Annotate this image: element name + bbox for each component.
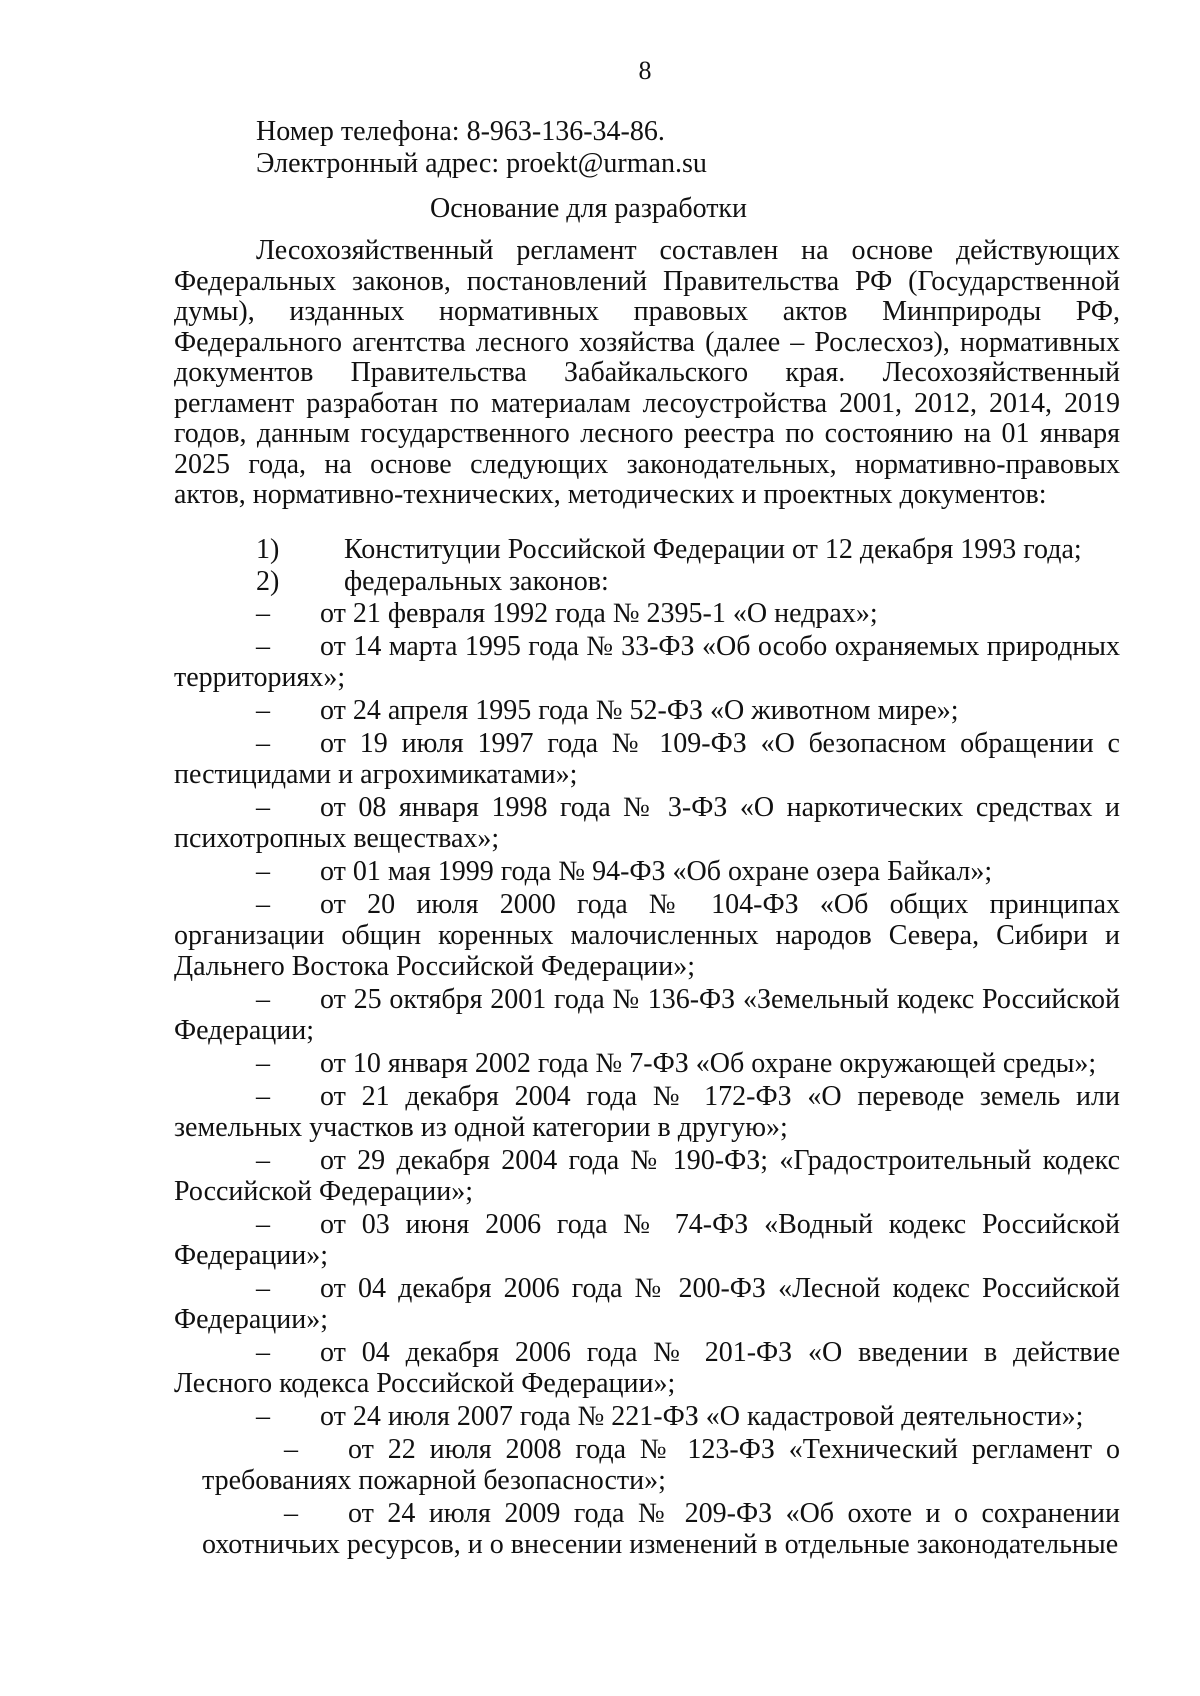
list-dash: – xyxy=(256,1145,270,1176)
intro-paragraph: Лесохозяйственный регламент составлен на основе действующих Федеральных законов, постановлений Правительства РФ (Государственной думы), изданных нормативных правовых актов Минприроды РФ, Федерального агентства лесного хозяйства (далее – Рослесхоз), нормативных документов Правительства Забайкальского края. Лесохозяйственный регламент разработан по материалам лесоустройства 2001, 2012, 2014, 2019 годов, данным государственного лесного реестра по состоянию на 01 января 2025 года, на основе следующих законодательных, нормативно-правовых актов, нормативно-технических, методических и проектных документов: xyxy=(174,235,1120,510)
law-list-item xyxy=(174,631,1120,693)
law-text: от 19 июля 1997 года № 109-ФЗ «О безопасном обращении с пестицидами и агрохимикатами»; xyxy=(174,728,1120,790)
contact-phone: Номер телефона: 8-963-136-34-86. xyxy=(256,116,665,147)
law-text: от 20 июля 2000 года № 104-ФЗ «Об общих принципах организации общин коренных малочисленных народов Севера, Сибири и Дальнего Востока Российской Федерации»; xyxy=(174,889,1120,982)
list-dash: – xyxy=(256,598,270,629)
list-dash: – xyxy=(256,1337,270,1368)
law-list-item xyxy=(202,1498,1120,1560)
law-list-item xyxy=(174,1273,1120,1335)
page-number: 8 xyxy=(638,56,652,85)
law-text: от 04 декабря 2006 года № 201-ФЗ «О введении в действие Лесного кодекса Российской Федерации»; xyxy=(174,1337,1120,1399)
law-text: от 04 декабря 2006 года № 200-ФЗ «Лесной кодекс Российской Федерации»; xyxy=(174,1273,1120,1335)
list-dash: – xyxy=(256,1401,270,1432)
intro-paragraph-block xyxy=(174,236,1120,511)
law-list-item xyxy=(174,792,1120,854)
law-list-item xyxy=(174,889,1120,982)
law-list-item xyxy=(174,856,1120,887)
numbered-item-number: 2) xyxy=(256,566,280,597)
list-dash: – xyxy=(256,1209,270,1240)
legal-basis-list xyxy=(174,534,1120,1562)
contact-email: Электронный адрес: proekt@urman.su xyxy=(256,148,707,179)
law-text: от 14 марта 1995 года № 33-ФЗ «Об особо охраняемых природных территориях»; xyxy=(174,631,1120,693)
numbered-item-number: 1) xyxy=(256,534,280,565)
law-text: от 03 июня 2006 года № 74-ФЗ «Водный кодекс Российской Федерации»; xyxy=(174,1209,1120,1271)
list-dash: – xyxy=(256,1081,270,1112)
list-dash: – xyxy=(284,1434,298,1465)
law-list-item xyxy=(174,728,1120,790)
law-list-item xyxy=(174,1209,1120,1271)
law-text: от 08 января 1998 года № 3-ФЗ «О наркотических средствах и психотропных веществах»; xyxy=(174,792,1120,854)
list-dash: – xyxy=(256,1273,270,1304)
list-dash: – xyxy=(256,631,270,662)
federal-laws-list xyxy=(174,598,1120,1560)
list-dash: – xyxy=(256,728,270,759)
list-dash: – xyxy=(256,889,270,920)
numbered-item xyxy=(174,534,1120,566)
law-list-item xyxy=(174,1048,1120,1079)
list-dash: – xyxy=(256,792,270,823)
law-list-item xyxy=(174,598,1120,629)
law-list-item xyxy=(174,1145,1120,1207)
list-dash: – xyxy=(256,695,270,726)
law-text: от 21 февраля 1992 года № 2395-1 «О недрах»; xyxy=(320,598,878,629)
law-text: от 10 января 2002 года № 7-ФЗ «Об охране окружающей среды»; xyxy=(320,1048,1097,1079)
section-heading: Основание для разработки xyxy=(430,193,748,224)
law-text: от 01 мая 1999 года № 94-ФЗ «Об охране озера Байкал»; xyxy=(320,856,993,887)
numbered-item xyxy=(174,566,1120,598)
law-list-item xyxy=(174,695,1120,726)
law-list-item xyxy=(174,1401,1120,1432)
law-text: от 25 октября 2001 года № 136-ФЗ «Земельный кодекс Российской Федерации; xyxy=(174,984,1120,1046)
law-list-item xyxy=(174,1081,1120,1143)
law-text: от 22 июля 2008 года № 123-ФЗ «Технический регламент о требованиях пожарной безопасности»; xyxy=(202,1434,1120,1496)
law-text: от 24 июля 2007 года № 221-ФЗ «О кадастровой деятельности»; xyxy=(320,1401,1084,1432)
list-dash: – xyxy=(284,1498,298,1529)
law-text: от 24 апреля 1995 года № 52-ФЗ «О животном мире»; xyxy=(320,695,959,726)
numbered-item-text: федеральных законов: xyxy=(344,566,609,597)
list-dash: – xyxy=(256,1048,270,1079)
list-dash: – xyxy=(256,856,270,887)
list-dash: – xyxy=(256,984,270,1015)
law-text: от 29 декабря 2004 года № 190-ФЗ; «Градостроительный кодекс Российской Федерации»; xyxy=(174,1145,1120,1207)
law-text: от 21 декабря 2004 года № 172-ФЗ «О переводе земель или земельных участков из одной категории в другую»; xyxy=(174,1081,1120,1143)
law-list-item xyxy=(202,1434,1120,1496)
law-list-item xyxy=(174,1337,1120,1399)
law-text: от 24 июля 2009 года № 209-ФЗ «Об охоте и о сохранении охотничьих ресурсов, и о внесении изменений в отдельные законодательные xyxy=(202,1498,1120,1560)
numbered-item-text: Конституции Российской Федерации от 12 декабря 1993 года; xyxy=(344,534,1082,565)
law-list-item xyxy=(174,984,1120,1046)
